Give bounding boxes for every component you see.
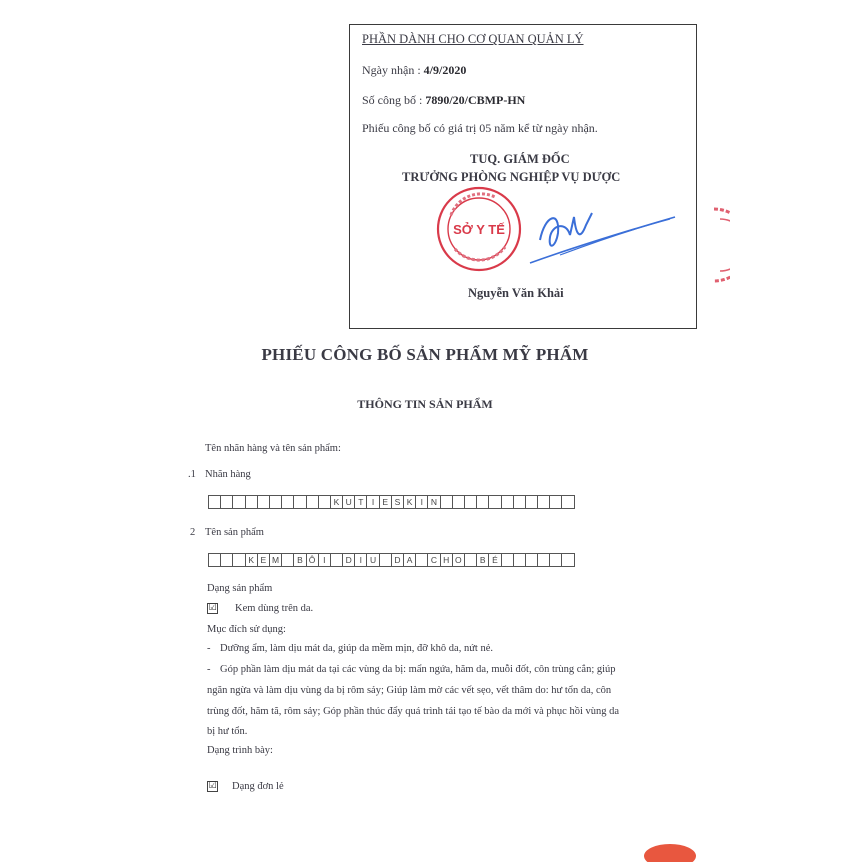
product-box-4: E [257,553,270,567]
announcement-number-label: Số công bố : [362,93,426,107]
product-box-12: I [354,553,367,567]
validity-note: Phiếu công bố có giá trị 05 năm kể từ ngày nhận. [362,121,598,135]
product-box-13: U [366,553,379,567]
product-box-3: K [245,553,258,567]
purpose-2-line3: trùng đốt, hăm tã, rôm sảy; Góp phần thúc đẩy quá trình tái tạo tế bào da mới và phục hồi vùng da [207,706,620,717]
signer-title-2: TRƯỞNG PHÒNG NGHIỆP VỤ DƯỢC [402,170,621,184]
product-box-20: O [452,553,465,567]
purpose-1: Dưỡng ẩm, làm dịu mát da, giúp da mềm mịn, đỡ khô da, nứt nẻ. [220,643,493,654]
product-name-boxes [208,553,574,567]
item1-label: Nhãn hàng [205,469,251,480]
item1-number: .1 [188,469,196,480]
received-date [362,63,466,78]
brand-name-boxes [208,495,574,509]
official-header: PHẦN DÀNH CHO CƠ QUAN QUẢN LÝ [362,32,584,46]
brand-box-12: T [354,495,367,509]
section1-label: Tên nhãn hàng và tên sản phẩm: [205,443,341,454]
product-box-22: B [476,553,489,567]
official-use-box [349,24,697,329]
purpose-dash-1: - [207,643,211,654]
purpose-2-line2: ngăn ngừa và làm dịu vùng da bị rôm sảy; Giúp làm mờ các vết sẹo, vết thâm do: hư tổn da, côn [207,685,612,696]
document-title: PHIẾU CÔNG BỐ SẢN PHẨM MỸ PHẨM [261,345,589,364]
stamp-text: SỞ Y TẾ [453,222,505,237]
signer-name: Nguyễn Văn Khải [468,286,564,300]
product-box-11: D [342,553,355,567]
brand-box-15: S [391,495,404,509]
form-checkbox: ☑ [208,603,217,613]
product-box-29 [561,553,574,567]
purpose-dash-2: - [207,664,211,675]
document-subtitle: THÔNG TIN SẢN PHẨM [357,397,493,411]
product-box-18: C [427,553,440,567]
product-box-9: I [318,553,331,567]
presentation-value: Dạng đơn lẻ [232,781,284,792]
signature-icon [500,185,680,275]
product-box-15: D [391,553,404,567]
product-box-16: A [403,553,416,567]
received-date-label: Ngày nhận : [362,63,424,77]
brand-box-13: I [366,495,379,509]
announcement-number-value: 7890/20/CBMP-HN [425,93,526,107]
brand-box-29 [561,495,574,509]
product-box-19: H [440,553,453,567]
product-box-7: B [293,553,306,567]
signer-title-1: TUQ. GIÁM ĐỐC [470,152,570,166]
purpose-2-line4: bị hư tổn. [207,726,248,737]
item2-label: Tên sản phẩm [205,527,264,538]
item2-number: 2 [190,527,196,538]
presentation-label: Dạng trình bày: [207,745,273,756]
brand-box-18: N [427,495,440,509]
received-date-value: 4/9/2020 [423,63,467,77]
brand-box-11: U [342,495,355,509]
purpose-label: Mục đích sử dụng: [207,624,286,635]
product-box-23: É [488,553,501,567]
bottom-seal-fragment-icon [640,838,700,862]
presentation-checkbox: ☑ [208,781,217,791]
form-label: Dạng sản phẩm [207,583,273,594]
brand-box-10: K [330,495,343,509]
announcement-number [362,93,525,108]
purpose-2-line1: Góp phần làm dịu mát da tại các vùng da bị: mẩn ngứa, hăm da, muỗi đốt, côn trùng cắn; giúp [220,664,616,675]
brand-box-17: I [415,495,428,509]
product-box-8: Ô [306,553,319,567]
edge-stamp-icon [700,205,730,285]
product-box-5: M [269,553,282,567]
brand-box-16: K [403,495,416,509]
brand-box-14: E [379,495,392,509]
form-value: Kem dùng trên da. [235,603,314,614]
